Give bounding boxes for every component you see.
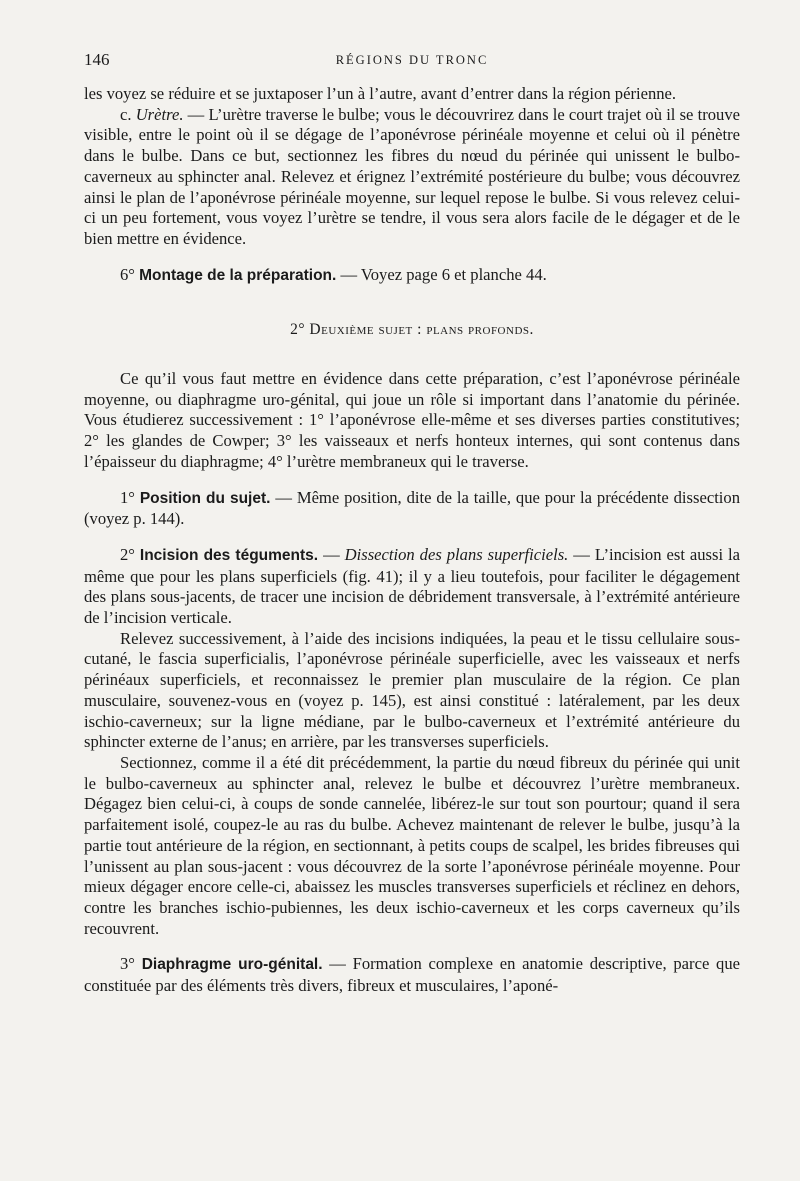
section-incision xyxy=(84,545,740,629)
paragraph-uretre xyxy=(84,105,740,250)
position-number: 1° xyxy=(120,487,135,507)
second-subject-number: 2° xyxy=(290,321,306,339)
uretre-label: c. xyxy=(120,104,132,124)
montage-number: 6° xyxy=(120,264,135,284)
montage-text: — Voyez page 6 et planche 44. xyxy=(336,264,547,284)
section-position xyxy=(84,488,740,530)
uretre-text: — L’urètre traverse le bulbe; vous le découvrirez dans le court trajet où il se trouve visible, entre le point où il se dégage de l’aponévrose périnéale moyenne et celui où il pénètre dans le bulbe. Dans ce but, sectionnez les fibres du nœud du périnée qui unissent le bulbo-caverneux au sphincter anal. Relevez et érignez l’extrémité postérieure du bulbe; vous découvrez ainsi le plan de l’aponévrose périnéale moyenne, sur lequel repose le bulbe. Si vous relevez celui-ci un peu fortement, vous voyez l’urètre se tendre, il vous sera alors facile de le dégager et de le bien mettre en évidence. xyxy=(84,104,740,248)
incision-dash: — xyxy=(318,544,345,564)
diaphragme-number: 3° xyxy=(120,954,135,974)
paragraph-aim: Ce qu’il vous faut mettre en évidence dans cette préparation, c’est l’aponévrose périnéale moyenne, ou diaphragme uro-génital, qui joue un rôle si important dans l’anatomie du périnée. Vous étudierez successivement : 1° l’aponévrose elle-même et ses diverses parties constitutives; 2° les glandes de Cowper; 3° les vaisseaux et nerfs honteux internes, qui sont contenus dans l’épaisseur du diaphragme; 4° l’urètre membraneux qui le traverse. xyxy=(84,369,740,471)
position-heading: Position du sujet. xyxy=(139,489,271,507)
position-text: — Même position, dite de la taille, que pour la précédente dissection (voyez p. 144). xyxy=(84,487,741,529)
section-diaphragme xyxy=(84,954,740,996)
running-head: RÉGIONS DU TRONC xyxy=(335,53,489,67)
incision-text: — L’incision est aussi la même que pour les plans superficiels (fig. 41); il y a lieu toutefois, pour faciliter le dégagement des plans sous-jacents, de tracer une incision de débridement transversale, à l’extrémité antérieure de l’incision verticale. xyxy=(84,544,741,628)
diaphragme-text: — Formation complexe en anatomie descriptive, parce que constituée par des éléments très divers, fibreux et musculaires, l’aponé- xyxy=(84,954,741,996)
page-number: 146 xyxy=(84,50,110,69)
second-subject-subtitle: : plans profonds. xyxy=(417,321,534,339)
second-subject-title xyxy=(84,320,740,341)
incision-number: 2° xyxy=(120,544,135,564)
paragraph-relevez: Relevez successivement, à l’aide des incisions indiquées, la peau et le tissu cellulaire sous-cutané, le fascia superficialis, l’aponévrose périnéale superficielle, avec les vaisseaux et nerfs périnéaux superficiels, et reconnaissez le premier plan musculaire de la région. Ce plan musculaire, souvenez-vous en (voyez p. 145), est ainsi constitué : latéralement, par les deux ischio-caverneux; sur la ligne médiane, par le bulbo-caverneux et l’extrémité antérieure du sphincter externe de l’anus; en arrière, par les transverses superficiels. xyxy=(84,628,740,752)
second-subject-name: Deuxième sujet xyxy=(309,321,413,339)
incision-subtitle: Dissection des plans superficiels. xyxy=(344,544,569,564)
paragraph-sectionnez: Sectionnez, comme il a été dit précédemment, la partie du nœud fibreux du périnée qui unit le bulbo-caverneux au sphincter anal, relevez le bulbe et découvrez l’urètre membraneux. Dégagez bien celui-ci, à coups de sonde cannelée, libérez-le sur tout son pourtour; quand il sera parfaitement isolé, coupez-le au ras du bulbe. Achevez maintenant de relever le bulbe, jusqu’à la partie tout antérieure de la région, en sectionnant, à petits coups de scalpel, les brides fibreuses qui l’unissent au plan sous-jacent : vous découvrez de la sorte l’aponévrose périnéale moyenne. Pour mieux dégager encore celle-ci, abaissez les muscles transverses superficiels et réclinez en dehors, contre les branches ischio-pubiennes, les deux ischio-caverneux et les corps caverneux qu’ils recouvrent. xyxy=(84,752,740,938)
incision-heading: Incision des téguments. xyxy=(139,546,319,564)
uretre-title: Urètre. xyxy=(135,104,184,124)
montage-heading: Montage de la préparation. xyxy=(139,266,337,284)
paragraph-intro: les voyez se réduire et se juxtaposer l’un à l’autre, avant d’entrer dans la région périenne. xyxy=(84,84,677,103)
diaphragme-heading: Diaphragme uro-génital. xyxy=(141,956,323,974)
page-body xyxy=(84,84,740,997)
page-header xyxy=(84,50,740,72)
section-montage xyxy=(84,265,740,287)
